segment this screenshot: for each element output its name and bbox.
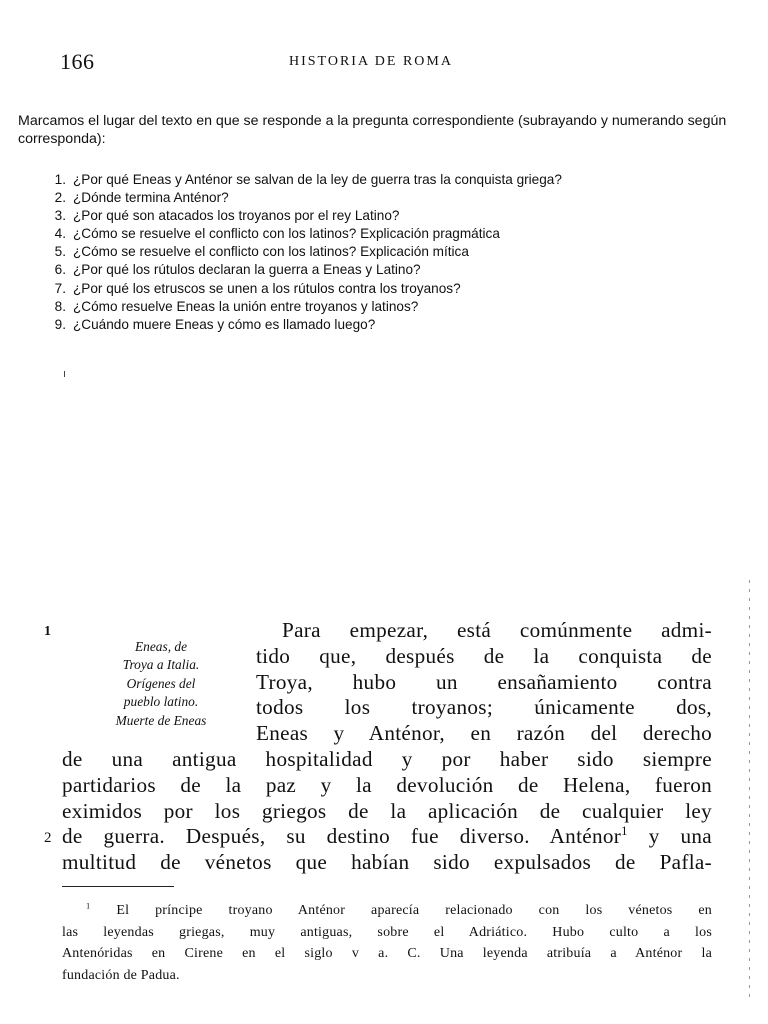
question-number: 8.: [54, 298, 66, 314]
body-line: todos los troyanos; únicamente dos,: [256, 695, 712, 720]
sidenote-line: pueblo latino.: [123, 694, 199, 710]
question-number: 3.: [54, 208, 66, 224]
body-line: Troya, hubo un ensañamiento contra: [256, 669, 712, 694]
body-text: [62, 618, 712, 876]
footnote-reference[interactable]: 1: [621, 824, 628, 839]
question-item: [18, 243, 758, 261]
body-line: de una antigua hospitalidad y por haber sido siempre: [62, 746, 712, 771]
question-text: ¿Dónde termina Anténor?: [73, 190, 229, 206]
footnote-line: las leyendas griegas, muy antiguas, sobre el Adriático. Hubo culto a los: [62, 924, 712, 940]
sidenote-line: Troya a Italia.: [122, 657, 200, 673]
question-number: 2.: [54, 190, 66, 206]
question-text: ¿Por qué son atacados los troyanos por el rey Latino?: [73, 208, 400, 224]
question-text: ¿Por qué los rútulos declaran la guerra a Eneas y Latino?: [73, 262, 421, 278]
question-text: ¿Cómo resuelve Eneas la unión entre troyanos y latinos?: [73, 298, 419, 314]
question-text: ¿Por qué los etruscos se unen a los rútulos contra los troyanos?: [73, 280, 461, 296]
question-item: [18, 225, 758, 243]
question-item: [18, 261, 758, 279]
body-line: Para empezar, está comúnmente admi-: [282, 618, 712, 642]
body-line: partidarios de la paz y la devolución de Helena, fueron: [62, 772, 712, 797]
stray-scan-mark: [64, 371, 65, 377]
running-title: HISTORIA DE ROMA: [289, 54, 453, 69]
margin-section-number-1: 1: [44, 624, 51, 639]
page-number: 166: [60, 49, 95, 74]
question-number: 7.: [54, 280, 66, 296]
question-item: [18, 298, 758, 316]
question-number: 5.: [54, 244, 66, 260]
body-line: Eneas y Anténor, en razón del derecho: [256, 721, 712, 746]
body-line-tail: y una: [627, 824, 712, 849]
question-number: 9.: [54, 316, 66, 332]
footnote-line-text: El príncipe troyano Anténor aparecía relacionado con los vénetos en: [116, 903, 712, 918]
footnote-marker: 1: [86, 901, 91, 911]
sidenote-line: Muerte de Eneas: [115, 712, 207, 728]
margin-section-number-2: 2: [44, 830, 52, 846]
footnote-line: fundación de Padua.: [62, 967, 180, 983]
sidenote-line: Orígenes del: [126, 675, 196, 691]
question-item: [18, 207, 758, 225]
question-item: [18, 171, 758, 189]
question-number: 4.: [54, 226, 66, 242]
questions-list: [18, 171, 758, 334]
body-line: tido que, después de la conquista de: [256, 643, 712, 668]
question-number: 6.: [54, 262, 66, 278]
question-item: [18, 316, 758, 334]
footnote-rule: [62, 886, 174, 887]
footnote-line: [62, 900, 712, 922]
question-item: [18, 189, 758, 207]
sidenote-line: Eneas, de: [134, 639, 188, 654]
footnote-line: Antenóridas en Cirene en el siglo v a. C. Una leyenda atribuía a Anténor la: [62, 946, 712, 961]
question-text: ¿Cómo se resuelve el conflicto con los latinos? Explicación pragmática: [73, 226, 500, 242]
body-line: multitud de vénetos que habían sido expulsados de Pafla-: [62, 850, 712, 875]
question-item: [18, 280, 758, 298]
body-line-with-footnote-ref: [62, 824, 712, 850]
question-number: 1.: [54, 172, 66, 187]
body-line: eximidos por los griegos de la aplicación de cualquier ley: [62, 798, 712, 823]
footnote: [62, 900, 712, 986]
question-text: ¿Cuándo muere Eneas y cómo es llamado luego?: [73, 316, 376, 332]
question-text: ¿Por qué Eneas y Anténor se salvan de la ley de guerra tras la conquista griega?: [73, 172, 562, 187]
instructions-text: Marcamos el lugar del texto en que se responde a la pregunta correspondiente (subrayando y numerando según corresponda):: [18, 113, 727, 147]
scan-edge-artifact: [749, 580, 750, 1000]
body-line-text: de guerra. Después, su destino fue diverso. Anténor: [62, 824, 622, 849]
question-text: ¿Cómo se resuelve el conflicto con los latinos? Explicación mítica: [73, 244, 469, 260]
